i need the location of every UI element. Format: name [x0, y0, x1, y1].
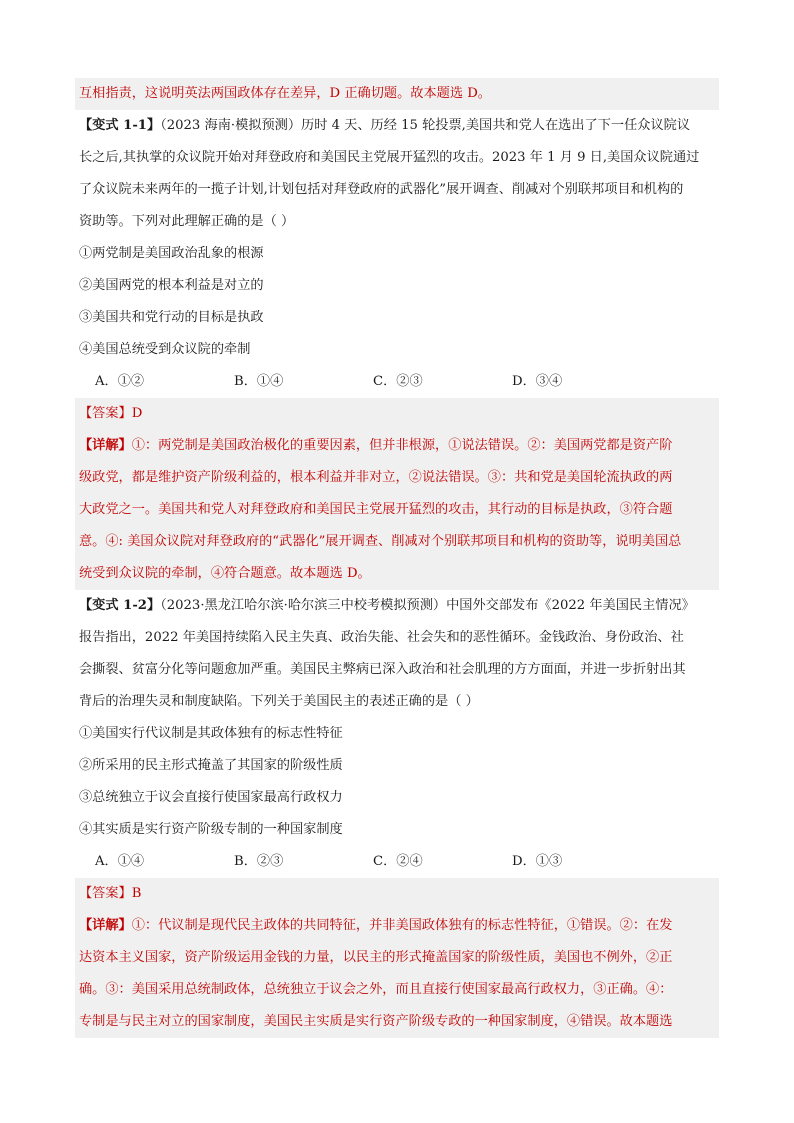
- question-1-1-stem-line-4: 资助等。下列对此理解正确的是（ ）: [79, 214, 295, 229]
- question-1-1-statement-2: ②美国两党的根本利益是对立的: [79, 278, 264, 293]
- document-page: [75, 78, 719, 1038]
- question-1-2-stem-text: 中国外交部发布《2022 年美国民主情况》: [446, 598, 695, 613]
- question-1-2-stem-line-3: 会撕裂、贫富分化等问题愈加严重。美国民主弊病已深入政治和社会肌理的方方面面，并进一步折射出其: [79, 662, 686, 677]
- question-1-2-tag: 【变式 1-2】: [79, 598, 161, 613]
- question-1-1-option-c: C．②③: [373, 374, 423, 389]
- question-1-2-statement-1: ①美国实行代议制是其政体独有的标志性特征: [79, 726, 343, 741]
- question-1-1-options: [75, 366, 719, 398]
- question-1-2-detail-tag: 【详解】: [79, 918, 132, 933]
- question-1-1-stem-text: 历时 4 天、历经 15 轮投票,美国共和党人在选出了下一任众议院议: [301, 118, 691, 133]
- question-1-1-tag: 【变式 1-1】: [79, 118, 161, 133]
- question-1-2-option-d: D．①③: [512, 854, 563, 869]
- question-1-2-detail-line-3: 确。③：美国采用总统制政体，总统独立于议会之外，而且直接行使国家最高行政权力，③正确。④：: [75, 974, 719, 1006]
- question-1-1-detail-tag: 【详解】: [79, 438, 132, 453]
- question-1-2-statement-2: ②所采用的民主形式掩盖了其国家的阶级性质: [79, 758, 343, 773]
- question-1-2-options: [75, 846, 719, 878]
- question-1-1-statement-1: ①两党制是美国政治乱象的根源: [79, 246, 264, 261]
- question-1-1-option-d: D．③④: [512, 374, 563, 389]
- question-1-1-detail-line-5: 统受到众议院的牵制，④符合题意。故本题选 D。: [75, 558, 719, 590]
- question-1-2-source: （2023·黑龙江哈尔滨·哈尔滨三中校考模拟预测）: [160, 598, 447, 613]
- question-1-1-option-a: A．①②: [95, 374, 145, 389]
- question-1-2-option-a: A．①④: [95, 854, 145, 869]
- question-1-1-stem-line-1: [75, 110, 719, 142]
- question-1-2-statement-3: ③总统独立于议会直接行使国家最高行政权力: [79, 790, 343, 805]
- previous-explanation-continuation: 互相指责，这说明英法两国政体存在差异，D 正确切题。故本题选 D。: [75, 78, 719, 110]
- question-1-2-detail-line-2: 达资本主义国家，资产阶级运用金钱的力量，以民主的形式掩盖国家的阶级性质，美国也不例外，②正: [75, 942, 719, 974]
- question-1-1-detail-line-1: [75, 430, 719, 462]
- question-1-2-detail-text: ①：代议制是现代民主政体的共同特征，并非美国政体独有的标志性特征，①错误。②：在发: [131, 918, 673, 933]
- question-1-1-detail-line-4: 意。④: 美国众议院对拜登政府的“武器化”展开调查、削减对个别联邦项目和机构的资助等，说明美国总: [75, 526, 719, 558]
- question-1-1-detail-text: ①：两党制是美国政治极化的重要因素，但并非根源，①说法错误。②：美国两党都是资产阶: [131, 438, 673, 453]
- question-1-1-source: （2023 海南·模拟预测）: [160, 118, 302, 133]
- question-1-2-answer: 【答案】B: [75, 878, 719, 910]
- question-1-2-stem-line-4: 背后的治理失灵和制度缺陷。下列关于美国民主的表述正确的是（ ）: [79, 694, 479, 709]
- question-1-1-stem-line-2: 长之后,其执掌的众议院开始对拜登政府和美国民主党展开猛烈的攻击。2023 年 1 月 9 日,美国众议院通过: [79, 150, 700, 165]
- question-1-2-detail-line-4: 专制是与民主对立的国家制度，美国民主实质是实行资产阶级专政的一种国家制度，④错误。故本题选: [75, 1006, 719, 1038]
- question-1-2-detail-line-1: [75, 910, 719, 942]
- question-1-1-statement-3: ③美国共和党行动的目标是执政: [79, 310, 264, 325]
- question-1-2-option-c: C．②④: [373, 854, 423, 869]
- question-1-2-stem-line-2: 报告指出，2022 年美国持续陷入民主失真、政治失能、社会失和的恶性循环。金钱政治、身份政治、社: [79, 630, 684, 645]
- question-1-1-option-b: B．①④: [234, 374, 284, 389]
- question-1-1-stem-line-3: 了众议院未来两年的一揽子计划,计划包括对拜登政府的武器化”展开调查、削减对个别联邦项目和机构的: [79, 182, 684, 197]
- question-1-2-option-b: B．②③: [234, 854, 284, 869]
- question-1-2-stem-line-1: [75, 590, 719, 622]
- question-1-1-statement-4: ④美国总统受到众议院的牵制: [79, 342, 251, 357]
- question-1-1-detail-line-2: 级政党，都是维护资产阶级利益的，根本利益并非对立，②说法错误。③：共和党是美国轮流执政的两: [75, 462, 719, 494]
- question-1-1-detail-line-3: 大政党之一。美国共和党人对拜登政府和美国民主党展开猛烈的攻击，其行动的目标是执政，③符合题: [75, 494, 719, 526]
- question-1-1-answer: 【答案】D: [75, 398, 719, 430]
- question-1-2-statement-4: ④其实质是实行资产阶级专制的一种国家制度: [79, 822, 343, 837]
